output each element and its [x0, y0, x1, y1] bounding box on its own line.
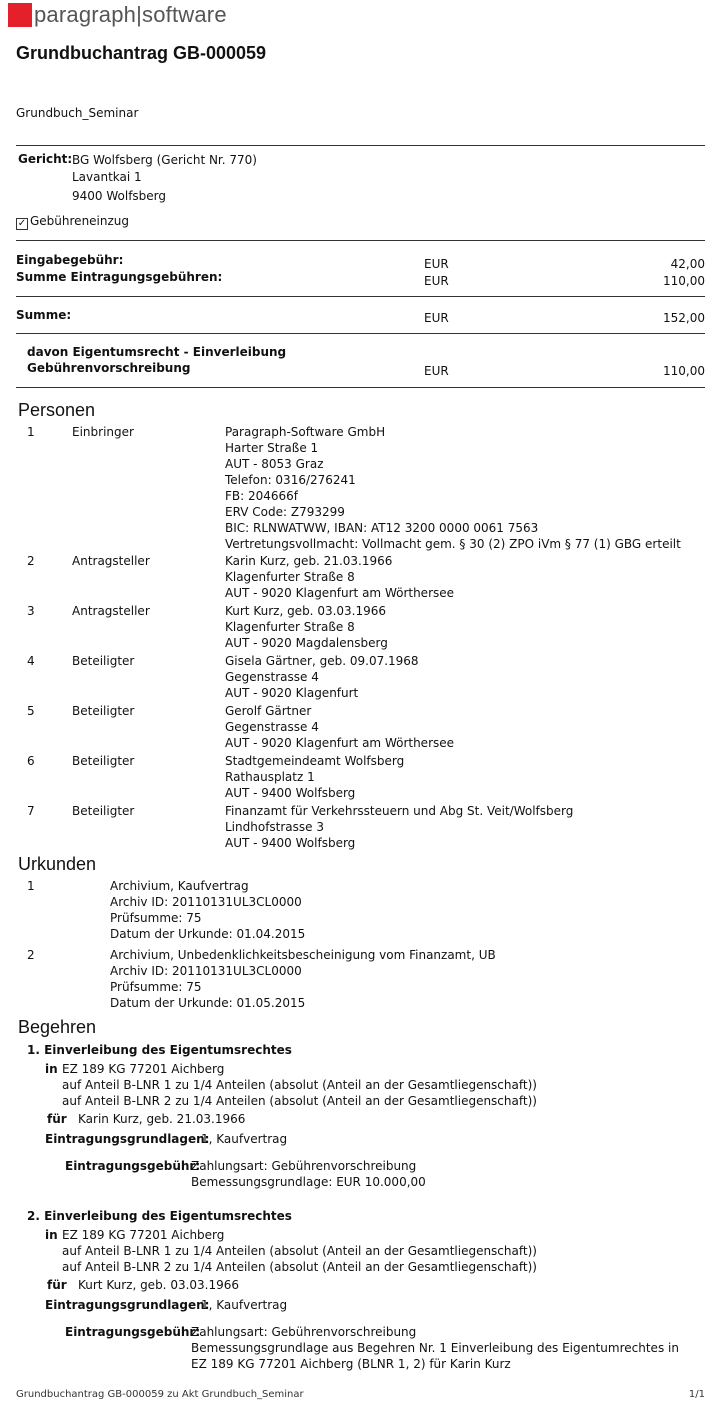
- begehren-anteil-line: auf Anteil B-LNR 2 zu 1/4 Anteilen (absolut (Anteil an der Gesamtliegenschaft)): [62, 1260, 537, 1274]
- begehren-gebuehr-line: Zahlungsart: Gebührenvorschreibung: [191, 1325, 417, 1339]
- person-detail-line: Harter Straße 1: [225, 441, 319, 455]
- person-detail-line: Klagenfurter Straße 8: [225, 570, 355, 584]
- davon-currency: EUR: [424, 364, 449, 378]
- begehren-title: 1. Einverleibung des Eigentumsrechtes: [27, 1043, 292, 1057]
- person-detail-line: AUT - 8053 Graz: [225, 457, 324, 471]
- begehren-anteil-line: auf Anteil B-LNR 1 zu 1/4 Anteilen (absolut (Anteil an der Gesamtliegenschaft)): [62, 1078, 537, 1092]
- begehren-gebuehr-line: Zahlungsart: Gebührenvorschreibung: [191, 1159, 417, 1173]
- person-detail-line: AUT - 9020 Klagenfurt am Wörthersee: [225, 586, 455, 600]
- person-detail-line: AUT - 9020 Klagenfurt: [225, 686, 359, 700]
- urkunde-detail-line: Archivium, Unbedenklichkeitsbescheinigung vom Finanzamt, UB: [110, 948, 496, 962]
- begehren-fuer-label: für: [47, 1278, 67, 1292]
- person-detail-line: Karin Kurz, geb. 21.03.1966: [225, 554, 393, 568]
- fee-amount: 42,00: [670, 257, 705, 271]
- person-role: Beteiligter: [72, 754, 135, 768]
- gericht-label: Gericht:: [18, 152, 73, 166]
- begehren-in-value: EZ 189 KG 77201 Aichberg: [62, 1062, 225, 1076]
- person-role: Antragsteller: [72, 554, 150, 568]
- person-number: 3: [27, 604, 35, 618]
- person-detail-line: Vertretungsvollmacht: Vollmacht gem. § 30 (2) ZPO iVm § 77 (1) GBG erteilt: [225, 537, 681, 551]
- begehren-title: 2. Einverleibung des Eigentumsrechtes: [27, 1209, 292, 1223]
- checkbox-checked-icon: ✓: [17, 218, 27, 229]
- person-detail-line: Telefon: 0316/276241: [225, 473, 356, 487]
- section-heading-personen: Personen: [18, 400, 96, 420]
- begehren-fuer-value: Kurt Kurz, geb. 03.03.1966: [78, 1278, 240, 1292]
- person-detail-line: Gisela Gärtner, geb. 09.07.1968: [225, 654, 419, 668]
- begehren-grundlagen-value: 1, Kaufvertrag: [201, 1298, 288, 1312]
- gericht-line: Lavantkai 1: [72, 170, 142, 184]
- company-logo: [8, 2, 227, 28]
- person-detail-line: Finanzamt für Verkehrssteuern und Abg St. Veit/Wolfsberg: [225, 804, 574, 818]
- person-detail-line: ERV Code: Z793299: [225, 505, 345, 519]
- section-heading-urkunden: Urkunden: [18, 854, 97, 874]
- akt-name: Grundbuch_Seminar: [16, 106, 139, 120]
- person-detail-line: Stadtgemeindeamt Wolfsberg: [225, 754, 405, 768]
- begehren-in-label: in: [45, 1062, 58, 1076]
- urkunde-number: 2: [27, 948, 35, 962]
- fee-currency: EUR: [424, 257, 449, 271]
- begehren-gebuehr-label: Eintragungsgebühr:: [65, 1159, 201, 1173]
- gericht-line: 9400 Wolfsberg: [72, 189, 167, 203]
- sum-amount: 152,00: [663, 311, 705, 325]
- divider: [16, 145, 705, 146]
- begehren-fuer-label: für: [47, 1112, 67, 1126]
- sum-label: Summe:: [16, 308, 72, 322]
- fee-currency: EUR: [424, 274, 449, 288]
- begehren-grundlagen-label: Eintragungsgrundlagen:: [45, 1132, 210, 1146]
- person-detail-line: Kurt Kurz, geb. 03.03.1966: [225, 604, 387, 618]
- page-footer: Grundbuchantrag GB-000059 zu Akt Grundbuch_Seminar: [16, 1389, 304, 1400]
- begehren-gebuehr-line: Bemessungsgrundlage: EUR 10.000,00: [191, 1175, 426, 1189]
- davon-amount: 110,00: [663, 364, 705, 378]
- begehren-gebuehr-line: EZ 189 KG 77201 Aichberg (BLNR 1, 2) für Karin Kurz: [191, 1357, 511, 1371]
- person-number: 1: [27, 425, 35, 439]
- person-role: Beteiligter: [72, 704, 135, 718]
- person-role: Antragsteller: [72, 604, 150, 618]
- begehren-anteil-line: auf Anteil B-LNR 2 zu 1/4 Anteilen (absolut (Anteil an der Gesamtliegenschaft)): [62, 1094, 537, 1108]
- divider: [16, 387, 705, 388]
- begehren-grundlagen-value: 1, Kaufvertrag: [201, 1132, 288, 1146]
- urkunde-detail-line: Archiv ID: 20110131UL3CL0000: [110, 895, 302, 909]
- begehren-fuer-value: Karin Kurz, geb. 21.03.1966: [78, 1112, 246, 1126]
- divider: [16, 296, 705, 297]
- sum-currency: EUR: [424, 311, 449, 325]
- person-detail-line: AUT - 9020 Klagenfurt am Wörthersee: [225, 736, 455, 750]
- document-title: Grundbuchantrag GB-000059: [16, 43, 267, 63]
- gericht-line: BG Wolfsberg (Gericht Nr. 770): [72, 153, 257, 167]
- person-detail-line: AUT - 9020 Magdalensberg: [225, 636, 388, 650]
- urkunde-detail-line: Prüfsumme: 75: [110, 980, 202, 994]
- begehren-in-value: EZ 189 KG 77201 Aichberg: [62, 1228, 225, 1242]
- person-number: 2: [27, 554, 35, 568]
- fee-label: Summe Eintragungsgebühren:: [16, 270, 223, 284]
- section-heading-begehren: Begehren: [18, 1017, 97, 1037]
- begehren-grundlagen-label: Eintragungsgrundlagen:: [45, 1298, 210, 1312]
- checkbox-label: Gebühreneinzug: [30, 214, 130, 228]
- urkunde-detail-line: Datum der Urkunde: 01.04.2015: [110, 927, 306, 941]
- urkunde-detail-line: Prüfsumme: 75: [110, 911, 202, 925]
- logo-text: paragraph|software: [34, 2, 227, 27]
- person-detail-line: AUT - 9400 Wolfsberg: [225, 786, 356, 800]
- person-role: Beteiligter: [72, 804, 135, 818]
- person-number: 6: [27, 754, 35, 768]
- person-detail-line: Gegenstrasse 4: [225, 670, 319, 684]
- person-number: 7: [27, 804, 35, 818]
- person-detail-line: Rathausplatz 1: [225, 770, 315, 784]
- fee-label: Eingabegebühr:: [16, 253, 124, 267]
- person-role: Einbringer: [72, 425, 134, 439]
- person-number: 4: [27, 654, 35, 668]
- person-detail-line: Klagenfurter Straße 8: [225, 620, 355, 634]
- begehren-gebuehr-line: Bemessungsgrundlage aus Begehren Nr. 1 Einverleibung des Eigentumrechtes in: [191, 1341, 679, 1355]
- person-detail-line: Gegenstrasse 4: [225, 720, 319, 734]
- person-detail-line: Paragraph-Software GmbH: [225, 425, 386, 439]
- divider: [16, 240, 705, 241]
- davon-label: davon Eigentumsrecht - Einverleibung: [27, 345, 287, 359]
- begehren-gebuehr-label: Eintragungsgebühr:: [65, 1325, 201, 1339]
- divider: [16, 333, 705, 334]
- davon-sublabel: Gebührenvorschreibung: [27, 361, 191, 375]
- person-detail-line: Gerolf Gärtner: [225, 704, 312, 718]
- page-number: 1/1: [688, 1389, 705, 1400]
- person-role: Beteiligter: [72, 654, 135, 668]
- begehren-in-label: in: [45, 1228, 58, 1242]
- person-detail-line: BIC: RLNWATWW, IBAN: AT12 3200 0000 0061 7563: [225, 521, 539, 535]
- urkunde-detail-line: Datum der Urkunde: 01.05.2015: [110, 996, 306, 1010]
- logo-square-icon: [8, 3, 32, 27]
- person-detail-line: Lindhofstrasse 3: [225, 820, 324, 834]
- urkunde-detail-line: Archivium, Kaufvertrag: [110, 879, 249, 893]
- fee-amount: 110,00: [663, 274, 705, 288]
- urkunde-number: 1: [27, 879, 35, 893]
- person-detail-line: AUT - 9400 Wolfsberg: [225, 836, 356, 850]
- begehren-anteil-line: auf Anteil B-LNR 1 zu 1/4 Anteilen (absolut (Anteil an der Gesamtliegenschaft)): [62, 1244, 537, 1258]
- person-number: 5: [27, 704, 35, 718]
- urkunde-detail-line: Archiv ID: 20110131UL3CL0000: [110, 964, 302, 978]
- gebuehreneinzug-checkbox[interactable]: [16, 213, 129, 230]
- person-detail-line: FB: 204666f: [225, 489, 299, 503]
